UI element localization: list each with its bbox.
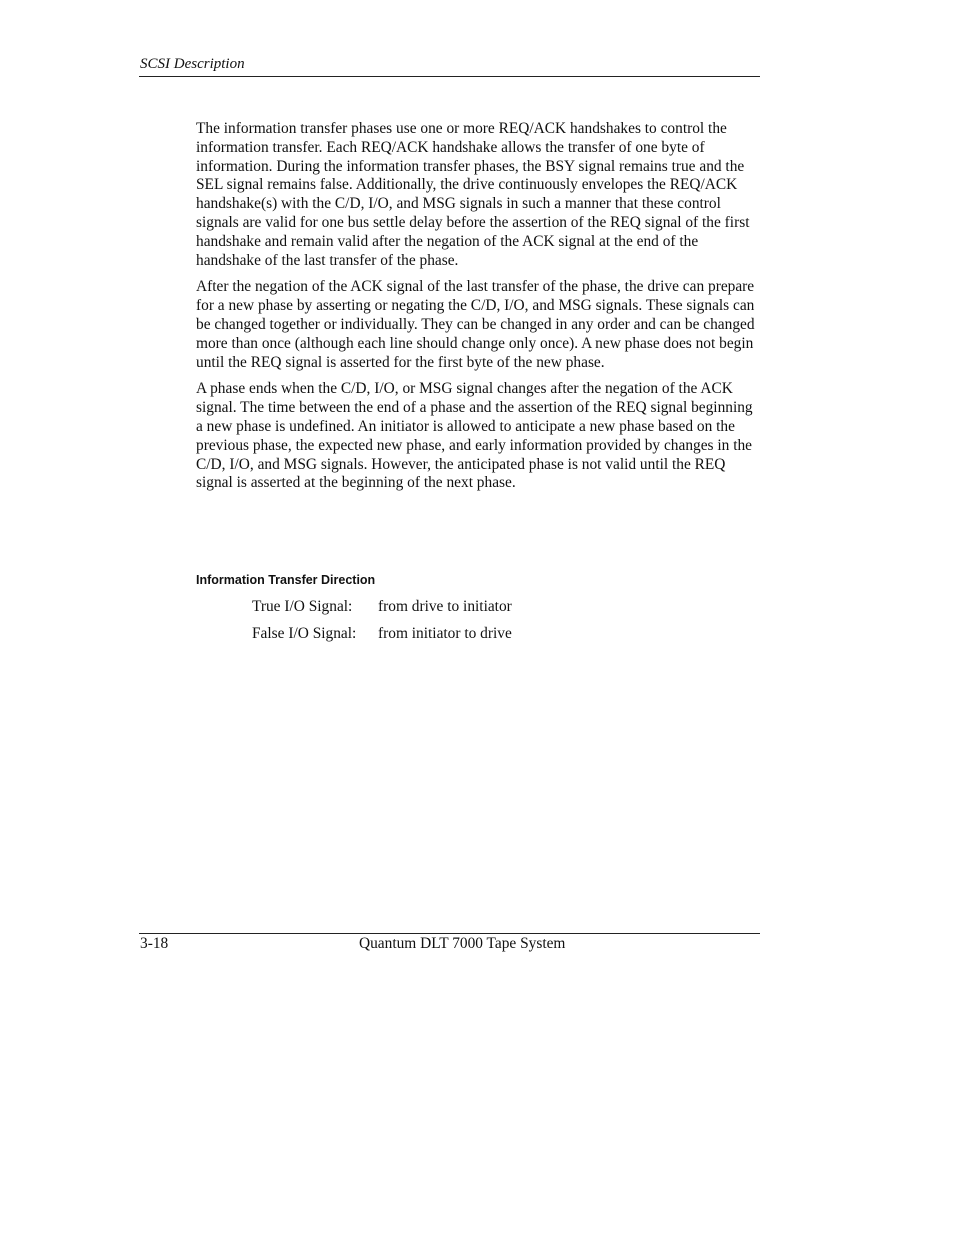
io-signal-direction: from initiator to drive bbox=[378, 625, 512, 642]
io-signal-label: True I/O Signal: bbox=[252, 598, 353, 615]
book-title: Quantum DLT 7000 Tape System bbox=[359, 935, 566, 952]
footer-rule bbox=[139, 933, 760, 934]
header-rule bbox=[139, 76, 760, 77]
io-signal-row-false bbox=[252, 625, 512, 644]
io-signal-label: False I/O Signal: bbox=[252, 625, 357, 642]
running-head-title: SCSI Description bbox=[140, 56, 245, 72]
paragraph-phase-preparation: After the negation of the ACK signal of the last transfer of the phase, the drive can prepare for a new phase by asserting or negating the C/D, I/O, and MSG signals. These signals can be changed together or individually. They can be changed in any order and can be changed more than once (although each line should change only once). A new phase does not begin until the REQ signal is asserted for the first byte of the new phase. bbox=[196, 278, 755, 371]
io-signal-direction: from drive to initiator bbox=[378, 598, 512, 615]
paragraph-handshakes: The information transfer phases use one or more REQ/ACK handshakes to control the information transfer. Each REQ/ACK handshake allows the transfer of one byte of information. During the information transfer phases, the BSY signal remains true and the SEL signal remains false. Additionally, the drive continuously envelopes the REQ/ACK handshake(s) with the C/D, I/O, and MSG signals in such a manner that these control signals are valid for one bus settle delay before the assertion of the REQ signal of the first handshake and remain valid after the negation of the ACK signal at the end of the handshake of the last transfer of the phase. bbox=[196, 120, 750, 269]
section-heading: Information Transfer Direction bbox=[196, 573, 376, 587]
page-number: 3-18 bbox=[140, 935, 169, 952]
paragraph-phase-end: A phase ends when the C/D, I/O, or MSG signal changes after the negation of the ACK signal. The time between the end of a phase and the assertion of the REQ signal beginning a new phase is undefined. An initiator is allowed to anticipate a new phase based on the previous phase, the expected new phase, and early information provided by changes in the C/D, I/O, and MSG signals. However, the anticipated phase is not valid until the REQ signal is asserted at the beginning of the next phase. bbox=[196, 380, 753, 492]
io-signal-row-true bbox=[252, 598, 512, 617]
body-text bbox=[196, 120, 762, 501]
